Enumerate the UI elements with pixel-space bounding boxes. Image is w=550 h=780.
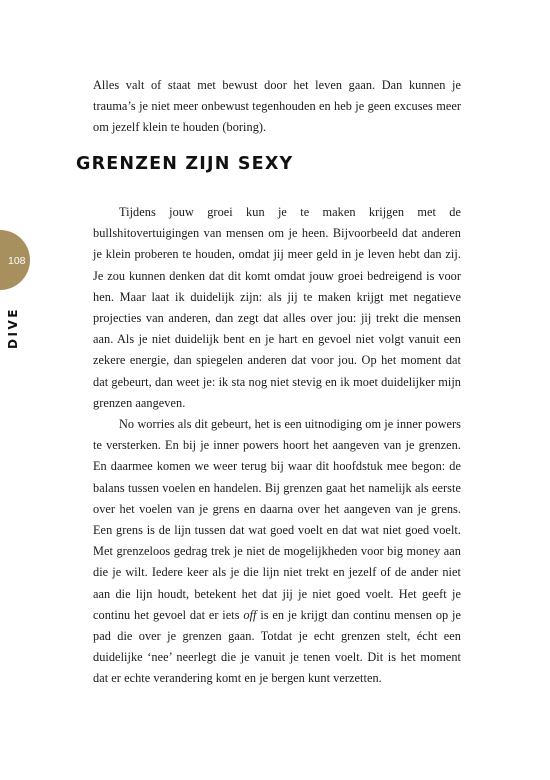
paragraph-2 [93,414,461,690]
section-label-text: DIVE [6,307,21,349]
paragraph-2-text-after: is en je krijgt dan continu mensen op je pad die over je grenzen gaan. Totdat je echt grenzen stelt, écht een duidelijke ‘nee’ neerlegt die je vanuit je tenen voelt. Dit is het moment dat er echte verandering komt en je bergen kunt verzetten. [93,607,461,686]
paragraph-1: Tijdens jouw groei kun je te maken krijgen met de bullshitovertuigingen van mensen om je heen. Bijvoorbeeld dat anderen je klein proberen te houden, omdat jij meer geld in je leven hebt dan zij. Je zou kunnen denken dat dit komt omdat jouw groei bedreigend is voor hen. Maar laat ik duidelijk zijn: als jij te maken krijgt met negatieve projecties van anderen, dan zegt dat alles over jou: jij trekt die mensen aan. Als je niet duidelijk bent en je hart en gevoel niet volgt vanuit een zekere energie, dan spiegelen anderen dat voor jou. Op het moment dat dat gebeurt, dan weet je: ik sta nog niet stevig en ik moet duidelijker mijn grenzen aangeven. [93,205,461,410]
paragraph-2-text-before: No worries als dit gebeurt, het is een uitnodiging om je inner powers te versterken. En bij je inner powers hoort het aangeven van je grenzen. En daarmee komen we weer terug bij waar dit hoofdstuk mee begon: de balans tussen voelen en handelen. Bij grenzen gaat het namelijk als eerste over het voelen van je grens en daarna over het aangeven van je grens. Een grens is de lijn tussen dat wat goed voelt en dat wat niet goed voelt. Met grenzeloos gedrag trek je niet de mogelijkheden voor big money aan die je wilt. Iedere keer als je die lijn niet trekt en jezelf of de ander niet aan die lijn houdt, betekent het dat jij je niet goed voelt. Het geeft je continu het gevoel dat er iets [93,417,461,622]
intro-paragraph: Alles valt of staat met bewust door het leven gaan. Dan kunnen je trauma’s je niet meer onbewust tegenhouden en heb je geen excuses meer om jezelf klein te houden (boring). [93,78,461,135]
body-text [93,202,461,690]
paragraph-2-emphasis: off [243,607,257,622]
section-heading: GRENZEN ZIJN SEXY [76,154,294,174]
page-number: 108 [8,255,26,267]
section-label [5,303,21,353]
